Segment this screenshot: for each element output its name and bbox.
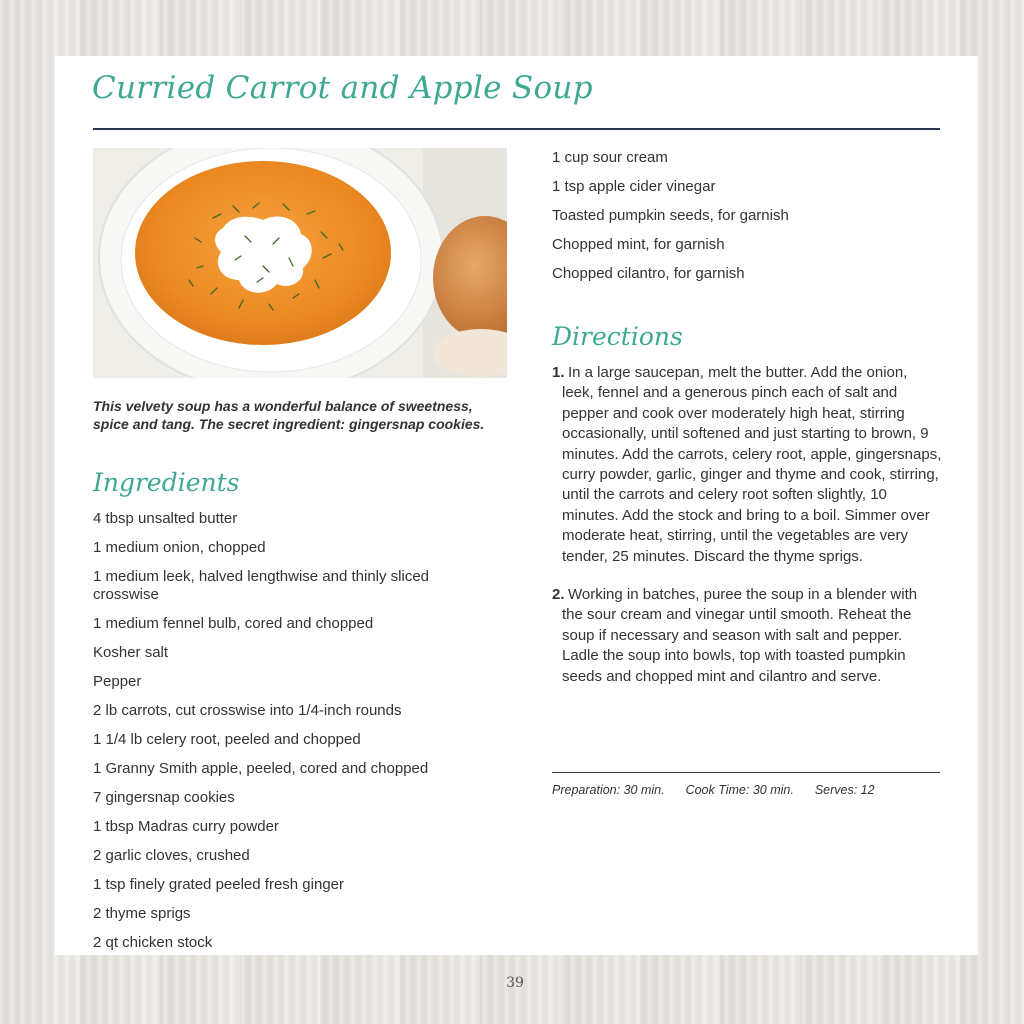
recipe-title: Curried Carrot and Apple Soup <box>92 70 593 106</box>
ingredient-item: 4 tbsp unsalted butter <box>93 510 238 527</box>
ingredient-item: 2 lb carrots, cut crosswise into 1/4-inch rounds <box>93 702 402 719</box>
step-text: In a large saucepan, melt the butter. Add the onion, leek, fennel and a generous pinch each of salt and pepper and cook over moderately high heat, stirring occasionally, until softened and just starting to brown, 9 minutes. Add the carrots, celery root, apple, gingersnaps, curry powder, garlic, ginger and thyme and cook, stirring, until the carrots and celery root soften slightly, 10 minutes. Add the stock and bring to a boil. Simmer over moderate heat, stirring, until the vegetables are very tender, 25 minutes. Discard the thyme sprigs. <box>562 364 942 565</box>
serves: Serves: 12 <box>814 783 875 797</box>
ingredient-item: 2 garlic cloves, crushed <box>93 847 250 864</box>
ingredient-item: Kosher salt <box>93 644 169 661</box>
ingredient-item: 2 qt chicken stock <box>93 934 213 951</box>
ingredient-item: 2 thyme sprigs <box>93 905 191 922</box>
recipe-card <box>55 56 978 955</box>
ingredient-item: Chopped mint, for garnish <box>552 236 725 253</box>
ingredient-item: 1 tsp apple cider vinegar <box>552 178 716 195</box>
ingredient-item: Pepper <box>93 673 142 690</box>
title-divider <box>93 128 940 130</box>
ingredients-list-right <box>552 149 942 294</box>
directions-heading: Directions <box>552 322 683 351</box>
directions-list <box>552 363 942 705</box>
ingredient-item: 1 1/4 lb celery root, peeled and chopped <box>93 731 361 748</box>
step-number: 2. <box>552 586 565 604</box>
ingredient-item: 1 Granny Smith apple, peeled, cored and chopped <box>93 760 429 777</box>
soup-photo <box>93 148 507 378</box>
page-number: 39 <box>506 975 524 991</box>
ingredients-heading: Ingredients <box>93 468 240 497</box>
preparation-time: Preparation: 30 min. <box>552 783 665 797</box>
ingredient-item: Toasted pumpkin seeds, for garnish <box>552 207 789 224</box>
step-number: 1. <box>552 364 565 381</box>
ingredient-item: 1 medium onion, chopped <box>93 539 266 556</box>
direction-step <box>552 363 942 567</box>
recipe-meta <box>552 783 875 797</box>
ingredient-item: 1 medium leek, halved lengthwise and thinly sliced crosswise <box>93 568 430 603</box>
cook-time: Cook Time: 30 min. <box>685 783 794 797</box>
meta-divider <box>552 772 940 773</box>
step-text: Working in batches, puree the soup in a blender with the sour cream and vinegar until smooth. Reheat the soup if necessary and season with salt and pepper. Ladle the soup into bowls, top with toasted pumpkin seeds and chopped mint and cilantro and serve. <box>562 586 918 685</box>
ingredient-item: 7 gingersnap cookies <box>93 789 235 806</box>
ingredients-list-left <box>93 510 493 963</box>
recipe-intro: This velvety soup has a wonderful balance of sweetness, spice and tang. The secret ingredient: gingersnap cookies. <box>93 398 485 432</box>
ingredient-item: 1 medium fennel bulb, cored and chopped <box>93 615 374 632</box>
ingredient-item: 1 tbsp Madras curry powder <box>93 818 279 835</box>
ingredient-item: Chopped cilantro, for garnish <box>552 265 745 282</box>
ingredient-item: 1 cup sour cream <box>552 149 668 166</box>
ingredient-item: 1 tsp finely grated peeled fresh ginger <box>93 876 344 893</box>
direction-step <box>552 585 942 687</box>
